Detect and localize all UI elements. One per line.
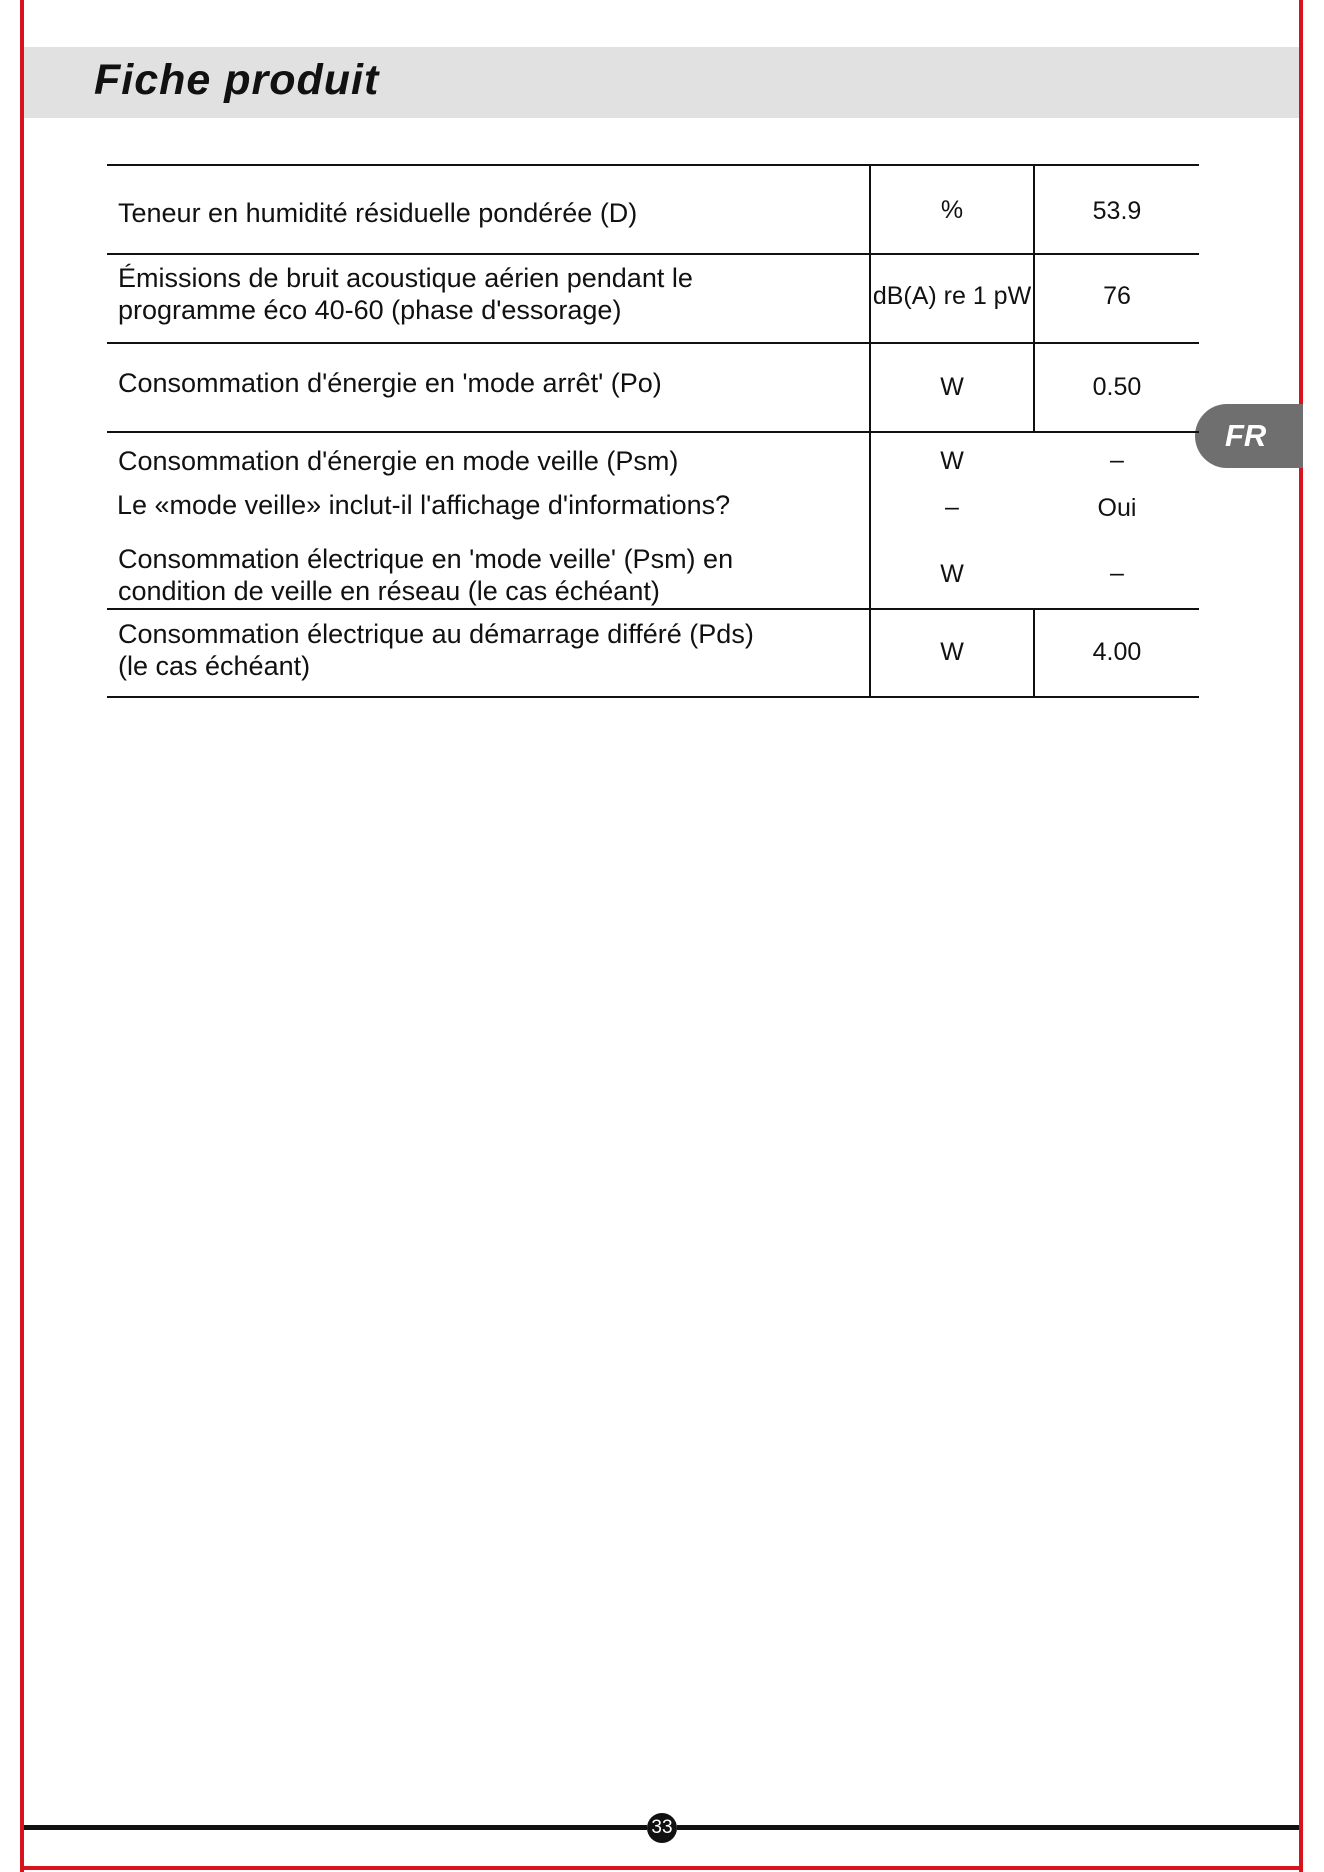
table-cell-label: Le «mode veille» inclut-il l'affichage d'informations? bbox=[117, 490, 731, 520]
table-row-divider bbox=[107, 608, 1199, 610]
footer-rule-left bbox=[24, 1825, 647, 1830]
table-cell-value: 4.00 bbox=[1092, 638, 1142, 666]
table-cell-unit: W bbox=[940, 560, 964, 588]
page-border-left bbox=[20, 0, 24, 1872]
page-title: Fiche produit bbox=[94, 56, 380, 104]
table-cell-unit: W bbox=[940, 638, 964, 666]
page-border-right bbox=[1299, 0, 1303, 1872]
table-row-divider bbox=[107, 342, 1199, 344]
table-cell-unit: W bbox=[940, 447, 964, 475]
table-row-divider bbox=[107, 431, 1199, 433]
table-cell-label: Teneur en humidité résiduelle pondérée (D) bbox=[118, 198, 638, 228]
language-tab-label: FR bbox=[1225, 418, 1267, 453]
table-cell-label: Consommation d'énergie en 'mode arrêt' (Po) bbox=[118, 368, 662, 398]
table-cell-value: – bbox=[1110, 446, 1124, 474]
footer-rule-right bbox=[677, 1825, 1299, 1830]
table-cell-value: 76 bbox=[1103, 282, 1131, 310]
table-border-top bbox=[107, 164, 1199, 166]
table-cell-unit: dB(A) re 1 pW bbox=[872, 282, 1032, 310]
table-cell-value: Oui bbox=[1097, 494, 1137, 522]
page-border-bottom bbox=[20, 1866, 1303, 1870]
table-border-bottom bbox=[107, 696, 1199, 698]
table-cell-unit: % bbox=[940, 196, 964, 224]
page-number: 33 bbox=[647, 1813, 677, 1843]
table-cell-unit: W bbox=[940, 373, 964, 401]
table-cell-value: 53.9 bbox=[1092, 197, 1142, 225]
table-cell-label: condition de veille en réseau (le cas échéant) bbox=[118, 576, 660, 606]
table-cell-label: programme éco 40-60 (phase d'essorage) bbox=[118, 295, 622, 325]
table-cell-label: Émissions de bruit acoustique aérien pendant le bbox=[118, 263, 693, 293]
language-tab bbox=[1195, 404, 1303, 468]
table-cell-value: – bbox=[1110, 559, 1124, 587]
table-cell-label: (le cas échéant) bbox=[118, 651, 311, 681]
table-row-divider bbox=[107, 253, 1199, 255]
table-cell-label: Consommation électrique au démarrage différé (Pds) bbox=[118, 619, 754, 649]
table-cell-unit: – bbox=[945, 493, 959, 521]
table-cell-value: 0.50 bbox=[1092, 373, 1142, 401]
table-cell-label: Consommation électrique en 'mode veille' (Psm) en bbox=[118, 544, 734, 574]
table-column-divider bbox=[869, 164, 871, 698]
table-cell-label: Consommation d'énergie en mode veille (Psm) bbox=[118, 446, 679, 476]
